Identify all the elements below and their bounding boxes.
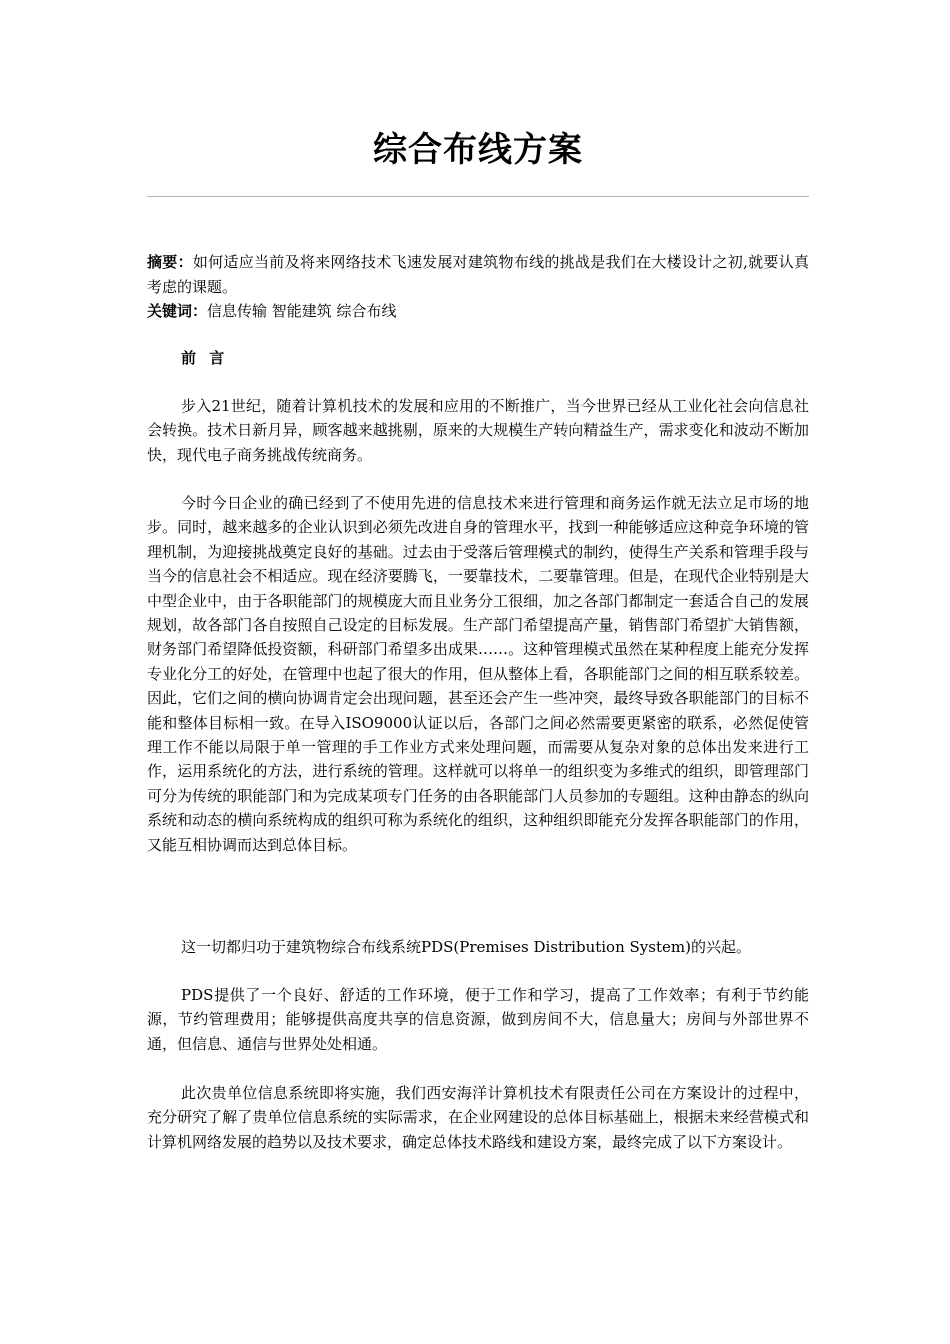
paragraph: 这一切都归功于建筑物综合布线系统PDS(Premises Distribution System)的兴起。 bbox=[181, 938, 751, 956]
paragraph: 此次贵单位信息系统即将实施，我们西安海洋计算机技术有限责任公司在方案设计的过程中，充分研究了解了贵单位信息系统的实际需求，在企业网建设的总体目标基础上，根据未来经营模式和计算机网络发展的趋势以及技术要求，确定总体技术路线和建设方案，最终完成了以下方案设计。 bbox=[147, 1084, 809, 1151]
abstract-text: 如何适应当前及将来网络技术飞速发展对建筑物布线的挑战是我们在大楼设计之初,就要认真考虑的课题。 bbox=[147, 253, 809, 296]
document-title: 综合布线方案 bbox=[373, 130, 583, 170]
keywords-label: 关键词： bbox=[147, 302, 208, 320]
section-heading: 前 言 bbox=[181, 349, 229, 367]
keywords-text: 信息传输 智能建筑 综合布线 bbox=[207, 302, 397, 320]
keywords bbox=[147, 299, 809, 324]
paragraph: PDS提供了一个良好、舒适的工作环境，便于工作和学习，提高了工作效率；有利于节约能源，节约管理费用；能够提供高度共享的信息资源，做到房间不大，信息量大；房间与外部世界不通，但信息、通信与世界处处相通。 bbox=[147, 986, 809, 1053]
paragraph: 步入21世纪，随着计算机技术的发展和应用的不断推广，当今世界已经从工业化社会向信息社会转换。技术日新月异，顾客越来越挑剔，原来的大规模生产转向精益生产，需求变化和波动不断加快，现代电子商务挑战传统商务。 bbox=[147, 397, 809, 464]
abstract-label: 摘要： bbox=[147, 253, 193, 271]
paragraph: 今时今日企业的确已经到了不使用先进的信息技术来进行管理和商务运作就无法立足市场的地步。同时，越来越多的企业认识到必须先改进自身的管理水平，找到一种能够适应这种竞争环境的管理机制，为迎接挑战奠定良好的基础。过去由于受落后管理模式的制约，使得生产关系和管理手段与当今的信息社会不相适应。现在经济要腾飞，一要靠技术，二要靠管理。但是，在现代企业特别是大中型企业中，由于各职能部门的规模庞大而且业务分工很细，加之各部门都制定一套适合自己的发展规划，故各部门各自按照自己设定的目标发展。生产部门希望提高产量，销售部门希望扩大销售额，财务部门希望降低投资额，科研部门希望多出成果……。这种管理模式虽然在某种程度上能充分发挥专业化分工的好处，在管理中也起了很大的作用，但从整体上看，各职能部门之间的相互联系较差。因此，它们之间的横向协调肯定会出现问题，甚至还会产生一些冲突，最终导致各职能部门的目标不能和整体目标相一致。在导入ISO9000认证以后，各部门之间必然需要更紧密的联系，必然促使管理工作不能以局限于单一管理的手工作业方式来处理问题，而需要从复杂对象的总体出发来进行工作，运用系统化的方法，进行系统的管理。这样就可以将单一的组织变为多维式的组织，即管理部门可分为传统的职能部门和为完成某项专门任务的由各职能部门人员参加的专题组。这种由静态的纵向系统和动态的横向系统构成的组织可称为系统化的组织，这种组织即能充分发挥各职能部门的作用，又能互相协调而达到总体目标。 bbox=[147, 494, 809, 854]
title-divider bbox=[147, 196, 809, 197]
abstract bbox=[147, 250, 809, 299]
